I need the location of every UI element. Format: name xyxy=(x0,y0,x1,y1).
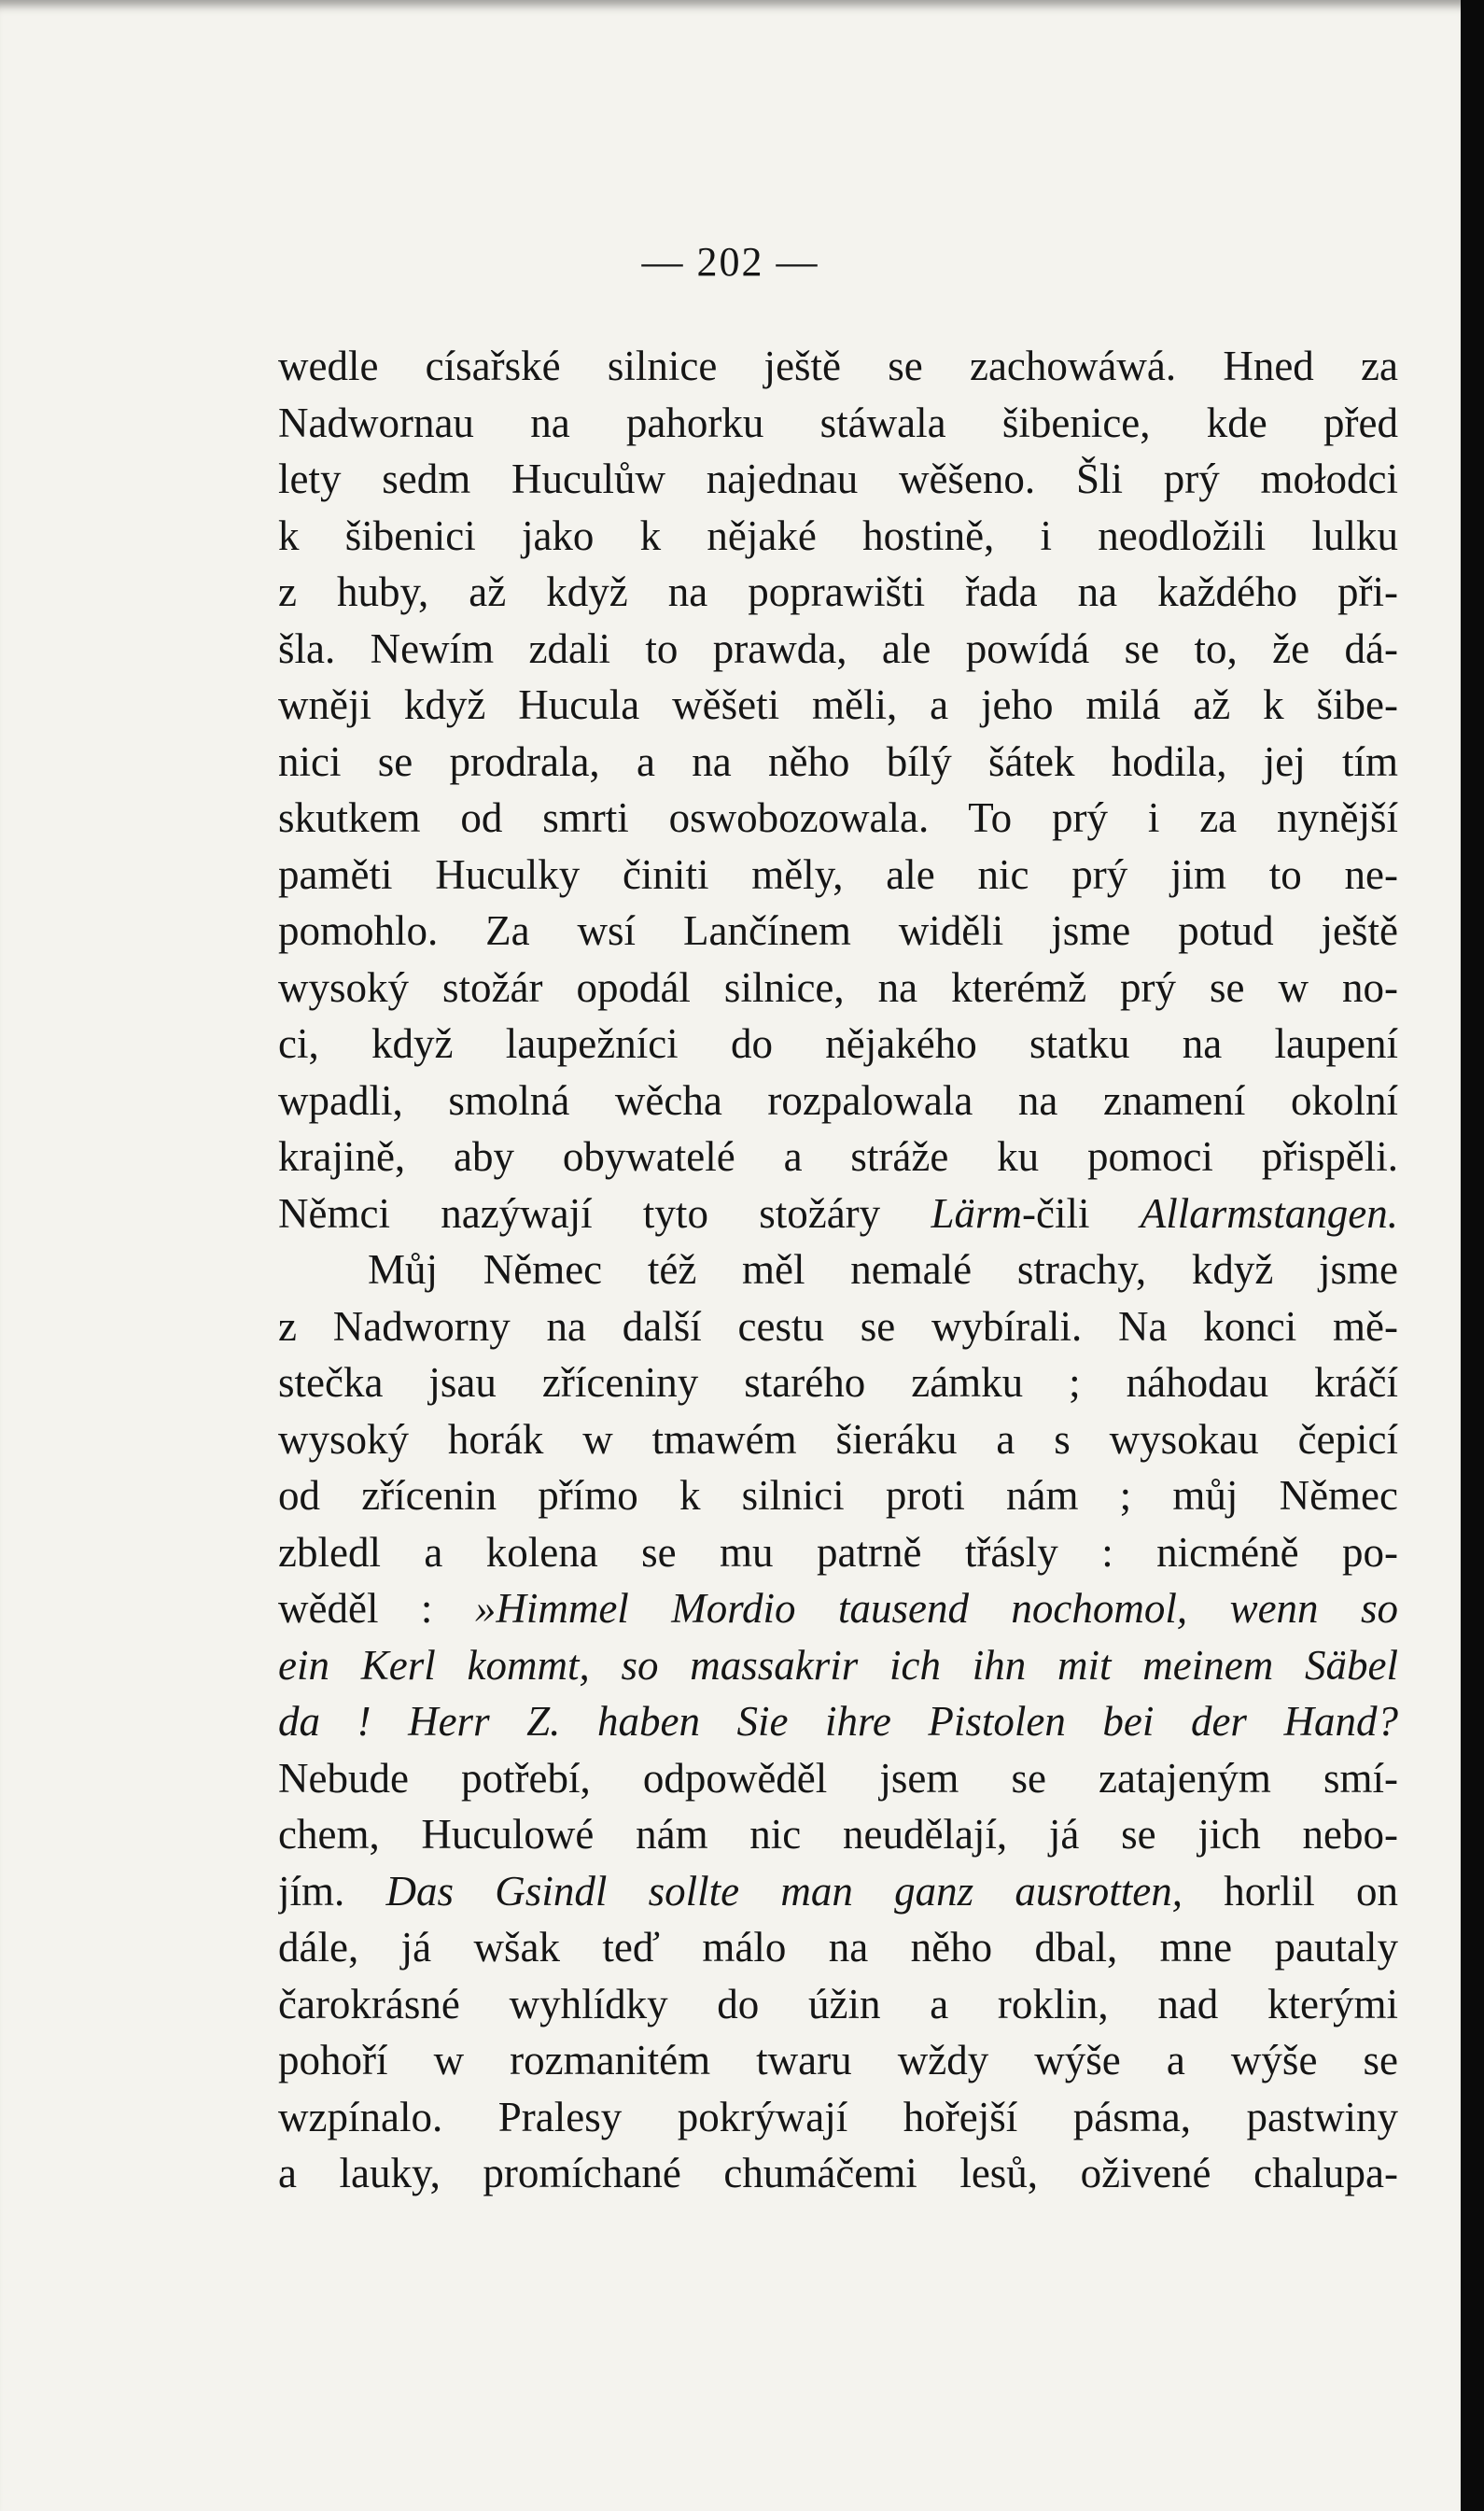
text-line-mixed xyxy=(278,1580,1398,1637)
text-run: čili xyxy=(1035,1189,1141,1237)
text-line: Nadwornau na pahorku stáwala šibenice, kde před xyxy=(278,399,1398,446)
text-line: lety sedm Huculůw najednau wěšeno. Šli prý mołodci xyxy=(278,456,1398,502)
text-line: dále, já wšak teď málo na něho dbal, mne pautaly xyxy=(278,1924,1398,1971)
text-line: wzpínalo. Pralesy pokrýwají hořejší pásma, pastwiny xyxy=(278,2093,1398,2140)
text-line: pohoří w rozmanitém twaru wždy wýše a wýše se xyxy=(278,2037,1398,2083)
text-run: Němci nazýwají tyto stožáry xyxy=(278,1189,931,1237)
text-line: wysoký horák w tmawém šieráku a s wysokau čepicí xyxy=(278,1415,1398,1463)
text-line: paměti Huculky činiti měly, ale nic prý jim to ne- xyxy=(278,850,1398,898)
italic-run: »Himmel Mordio tausend nochomol, wenn so xyxy=(474,1585,1398,1632)
text-run: jím. xyxy=(278,1867,386,1915)
text-line: čarokrásné wyhlídky do úžin a roklin, nad kterými xyxy=(278,1980,1398,2027)
text-line: wysoký stožár opodál silnice, na kterémž prý se w no- xyxy=(278,963,1398,1011)
text-run: horlil on xyxy=(1182,1867,1398,1915)
paragraph-first-line: Můj Němec též měl nemalé strachy, když jsme xyxy=(368,1246,1398,1293)
italic-run: Lärm- xyxy=(931,1189,1036,1237)
text-run: wěděl : xyxy=(278,1585,475,1632)
text-line: ci, když laupežníci do nějakého statku na laupení xyxy=(278,1020,1398,1067)
italic-run: Das Gsindl sollte man ganz ausrotten, xyxy=(385,1867,1183,1915)
text-line: skutkem od smrti oswobozowala. To prý i za nynější xyxy=(278,794,1398,841)
text-line: stečka jsau zříceniny starého zámku ; náhodau kráčí xyxy=(278,1359,1398,1406)
text-line: k šibenici jako k nějaké hostině, i neodložili lulku xyxy=(278,512,1398,559)
text-line: wpadli, smolná wěcha rozpalowala na znamení okolní xyxy=(278,1076,1398,1124)
text-line: Nebude potřebí, odpowěděl jsem se zatajeným smí- xyxy=(278,1754,1398,1802)
text-line: z Nadworny na další cestu se wybírali. Na konci mě- xyxy=(278,1302,1398,1350)
text-line: a lauky, promíchané chumáčemi lesů, oživené chalupa- xyxy=(278,2150,1398,2196)
text-line: krajině, aby obywatelé a stráže ku pomoci přispěli. xyxy=(278,1133,1398,1180)
text-line: z huby, až když na poprawišti řada na každého při- xyxy=(278,568,1398,615)
text-line-mixed xyxy=(278,1863,1398,1920)
text-line: chem, Huculowé nám nic neudělají, já se jich nebo- xyxy=(278,1811,1398,1858)
text-line: pomohlo. Za wsí Lančínem widěli jsme potud ještě xyxy=(278,907,1398,954)
text-line: zbledl a kolena se mu patrně třásly : nicméně po- xyxy=(278,1528,1398,1576)
text-line: šla. Newím zdali to prawda, ale powídá se to, že dá- xyxy=(278,624,1398,672)
page-number: — 202 — xyxy=(641,239,819,285)
text-line: wněji když Hucula wěšeti měli, a jeho milá až k šibe- xyxy=(278,681,1398,728)
text-line: wedle císařské silnice ještě se zachowáwá. Hned za xyxy=(278,343,1398,389)
scan-edge xyxy=(1461,0,1484,2511)
body-text xyxy=(278,338,1398,2202)
text-line-mixed xyxy=(278,1185,1398,1242)
italic-run: Allarmstangen. xyxy=(1140,1189,1398,1237)
text-line: nici se prodrala, a na něho bílý šátek hodila, jej tím xyxy=(278,737,1398,785)
italic-line: ein Kerl kommt, so massakrir ich ihn mit meinem Säbel xyxy=(278,1641,1398,1689)
text-line: od zřícenin přímo k silnici proti nám ; můj Němec xyxy=(278,1472,1398,1519)
italic-line: da ! Herr Z. haben Sie ihre Pistolen bei der Hand? xyxy=(278,1698,1398,1745)
